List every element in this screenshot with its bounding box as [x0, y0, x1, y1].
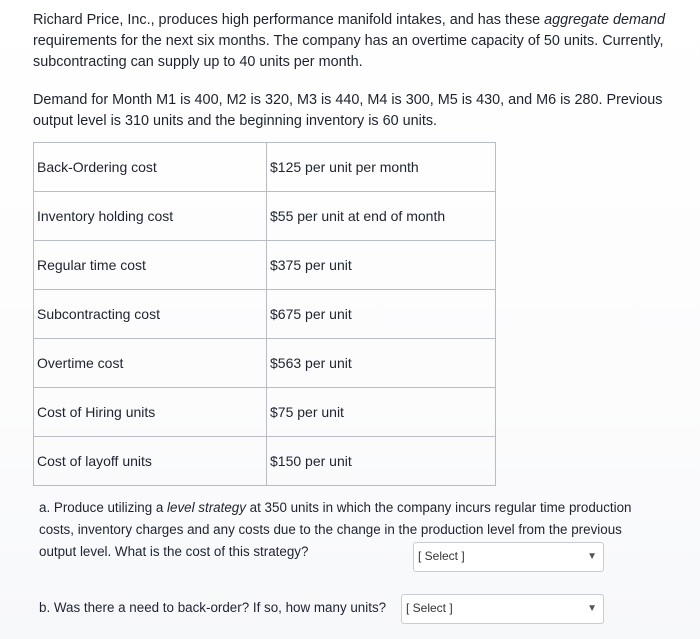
cost-value: $563 per unit: [267, 339, 496, 388]
table-row: [34, 339, 496, 388]
answer-a-select[interactable]: [413, 542, 604, 572]
cost-value: $675 per unit: [267, 290, 496, 339]
answer-a-select-label: [ Select ]: [418, 549, 465, 563]
chevron-down-icon: ▼: [587, 603, 597, 614]
cost-value: $75 per unit: [267, 388, 496, 437]
table-row: [34, 290, 496, 339]
cost-value: $55 per unit at end of month: [267, 192, 496, 241]
cost-value: $125 per unit per month: [267, 143, 496, 192]
question-a-prefix: a. Produce utilizing a: [39, 500, 168, 515]
intro-emphasis: aggregate demand: [544, 12, 665, 28]
cost-label: Back-Ordering cost: [34, 143, 267, 192]
table-row: [34, 241, 496, 290]
answer-b-select-label: [ Select ]: [406, 601, 453, 615]
intro-part2: requirements for the next six months. The company has an overtime capacity of 50 units. Currently, subcontracting can supply up to 40 units per month.: [33, 33, 664, 70]
cost-label: Overtime cost: [34, 339, 267, 388]
cost-label: Cost of layoff units: [34, 437, 267, 486]
table-row: [34, 388, 496, 437]
question-b-text: b. Was there a need to back-order? If so, how many units?: [39, 600, 387, 615]
intro-part1: Richard Price, Inc., produces high performance manifold intakes, and has these: [33, 12, 545, 28]
cost-label: Cost of Hiring units: [34, 388, 267, 437]
chevron-down-icon: ▼: [587, 551, 597, 562]
cost-label: Inventory holding cost: [34, 192, 267, 241]
cost-label: Subcontracting cost: [34, 290, 267, 339]
question-a-suffix: at 350 units in which the company incurs regular time production costs, inventory charges and any costs due to the change in the production level from the previous output level. What is the cost of this strategy?: [39, 500, 632, 559]
answer-b-select[interactable]: [401, 594, 604, 624]
question-a-emphasis: level strategy: [167, 500, 246, 515]
table-row: [34, 143, 496, 192]
cost-value: $150 per unit: [267, 437, 496, 486]
cost-label: Regular time cost: [34, 241, 267, 290]
demand-statement: Demand for Month M1 is 400, M2 is 320, M3 is 440, M4 is 300, M5 is 430, and M6 is 280. Previous output level is 310 units and the beginning inventory is 60 units.: [33, 92, 663, 129]
table-row: [34, 192, 496, 241]
cost-value: $375 per unit: [267, 241, 496, 290]
problem-intro: [33, 10, 683, 73]
table-row: [34, 437, 496, 486]
cost-table: [33, 142, 496, 486]
